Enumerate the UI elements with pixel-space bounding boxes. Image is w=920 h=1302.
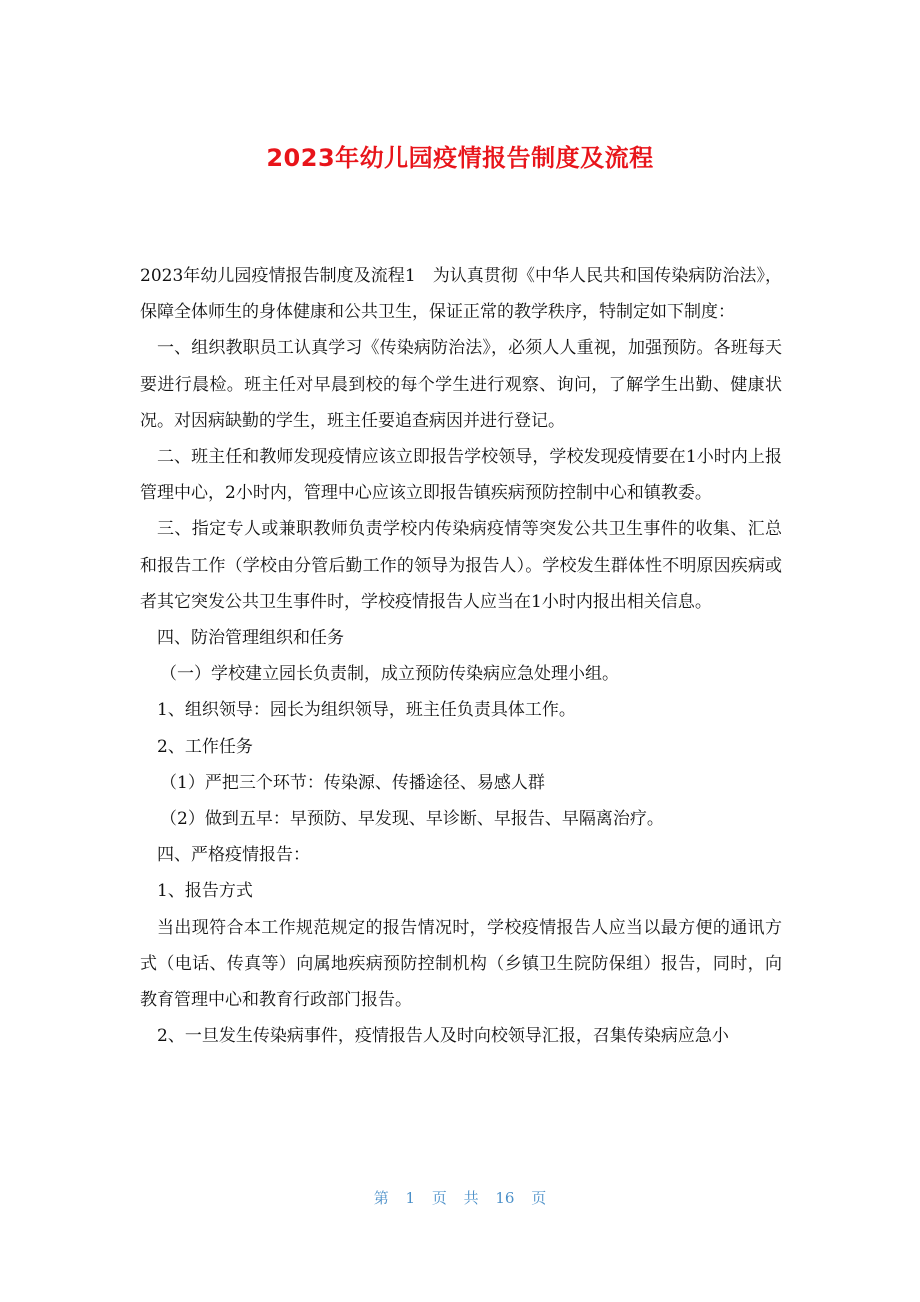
- intro-paragraph: 2023年幼儿园疫情报告制度及流程1 为认真贯彻《中华人民共和国传染病防治法》，保障全体师生的身体健康和公共卫生，保证正常的教学秩序，特制定如下制度：: [140, 266, 782, 323]
- paragraph-item-2: 2、工作任务: [157, 736, 253, 757]
- page-number-footer: 第 1 页 共 16 页: [373, 1189, 547, 1207]
- paragraph-report-method: 1、报告方式: [157, 881, 253, 902]
- paragraph-subitem-2: （2）做到五早：早预防、早发现、早诊断、早报告、早隔离治疗。: [160, 809, 664, 830]
- page-title: 2023年幼儿园疫情报告制度及流程: [266, 144, 654, 172]
- paragraph-item-1: 1、组织领导：园长为组织领导，班主任负责具体工作。: [157, 700, 576, 721]
- paragraph-section-2: 二、班主任和教师发现疫情应该立即报告学校领导，学校发现疫情要在1小时内上报管理中心，2小时内，管理中心应该立即报告镇疾病预防控制中心和镇教委。: [140, 447, 782, 504]
- heading-section-4: 四、防治管理组织和任务: [157, 628, 344, 649]
- paragraph-report-detail: 当出现符合本工作规范规定的报告情况时，学校疫情报告人应当以最方便的通讯方式（电话、传真等）向属地疾病预防控制机构（乡镇卫生院防保组）报告，同时，向教育管理中心和教育行政部门报告。: [140, 917, 782, 1011]
- paragraph-report-item-2: 2、一旦发生传染病事件，疫情报告人及时向校领导汇报，召集传染病应急小: [157, 1026, 729, 1047]
- document-body: [140, 258, 782, 1054]
- paragraph-subitem-1: （1）严把三个环节：传染源、传播途径、易感人群: [160, 772, 545, 793]
- paragraph-subsection-1: （一）学校建立园长负责制，成立预防传染病应急处理小组。: [160, 664, 619, 685]
- paragraph-section-3: 三、指定专人或兼职教师负责学校内传染病疫情等突发公共卫生事件的收集、汇总和报告工作（学校由分管后勤工作的领导为报告人）。学校发生群体性不明原因疾病或者其它突发公共卫生事件时，学校疫情报告人应当在1小时内报出相关信息。: [140, 519, 782, 612]
- paragraph-section-1: 一、组织教职员工认真学习《传染病防治法》，必须人人重视，加强预防。各班每天要进行晨检。班主任对早晨到校的每个学生进行观察、询问，了解学生出勤、健康状况。对因病缺勤的学生，班主任要追查病因并进行登记。: [140, 338, 782, 431]
- heading-report-section: 四、严格疫情报告：: [157, 845, 310, 866]
